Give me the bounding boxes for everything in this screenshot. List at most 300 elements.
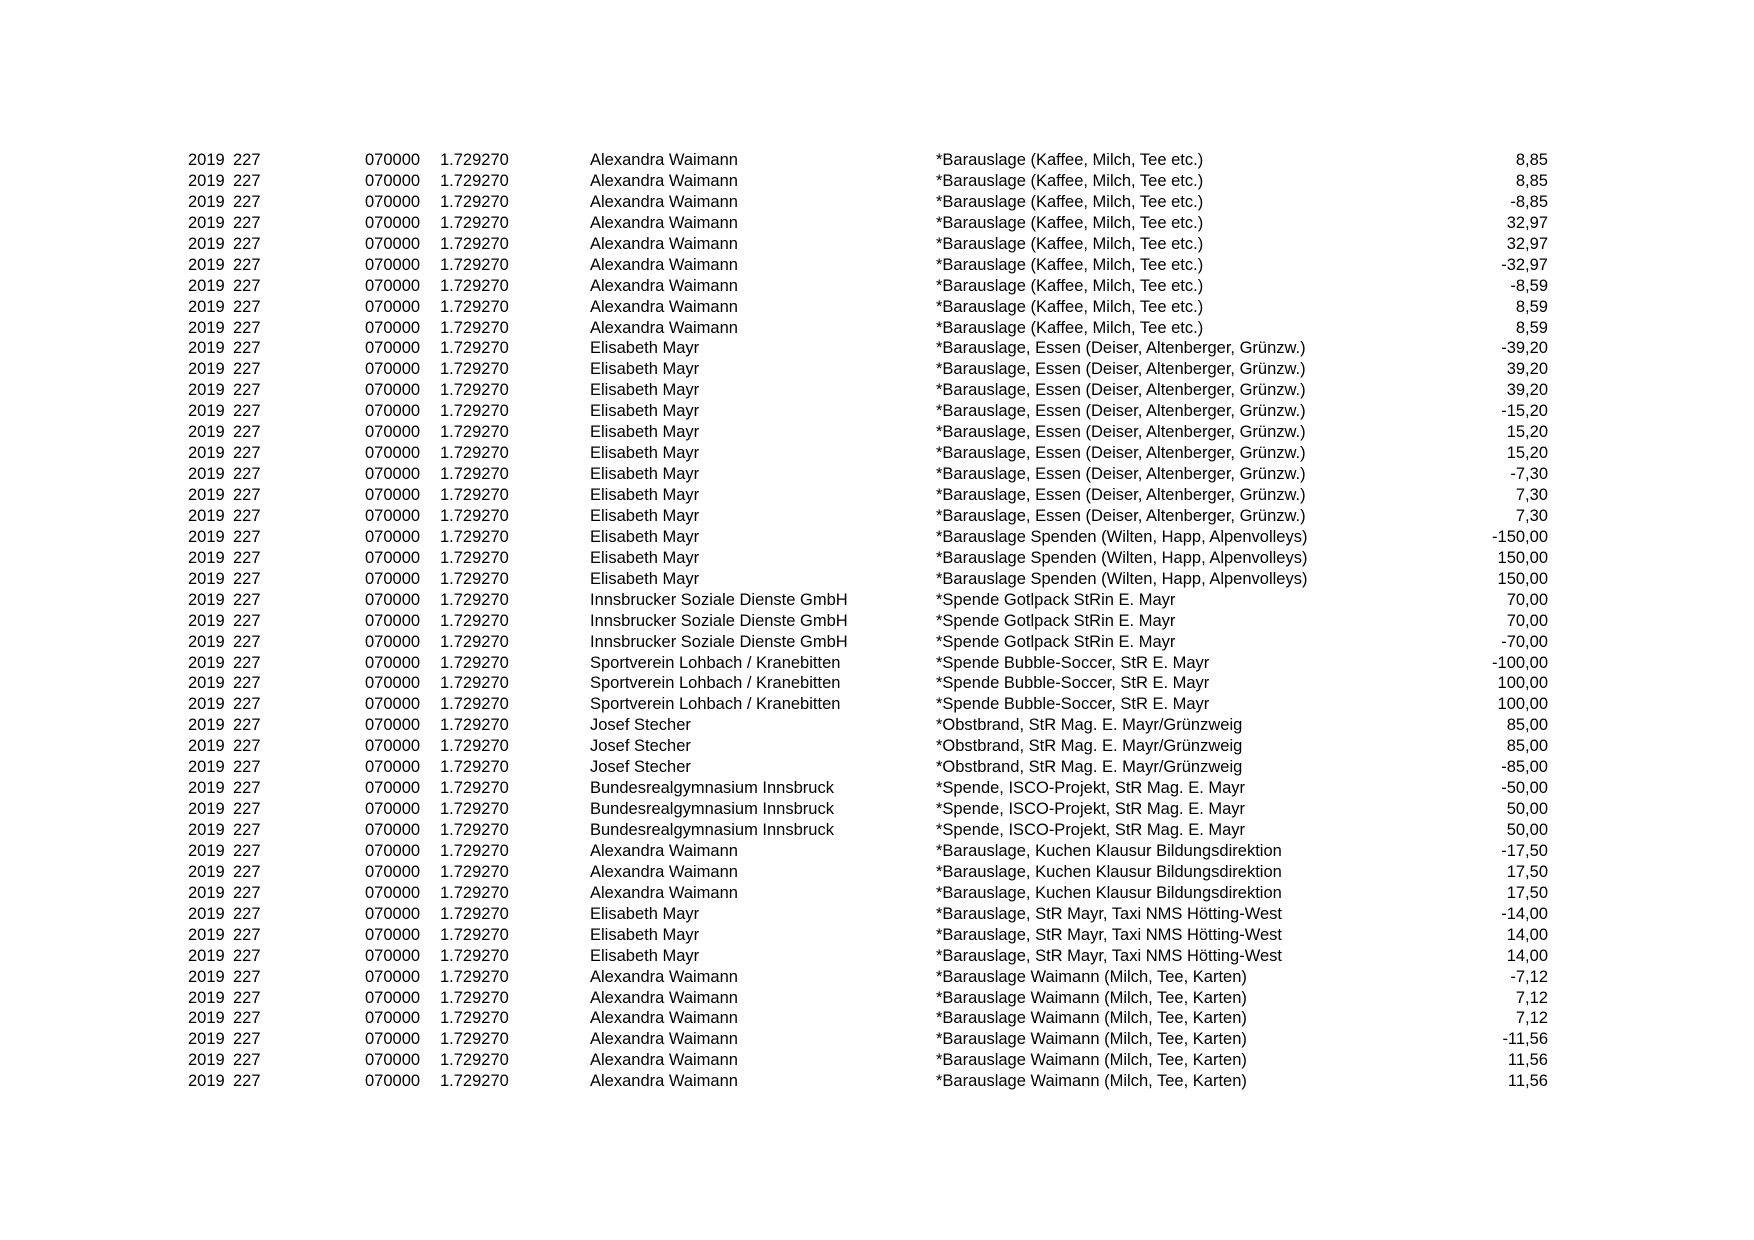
amount-cell: 100,00 — [1497, 674, 1548, 693]
amount-cell: -32,97 — [1501, 255, 1548, 274]
name-cell: Elisabeth Mayr — [590, 486, 700, 504]
description-cell: *Spende Gotlpack StRin E. Mayr — [936, 632, 1176, 651]
account-cell: 1.729270 — [440, 548, 509, 567]
account-cell: 1.729270 — [440, 506, 509, 525]
amount-cell: 39,20 — [1506, 360, 1548, 379]
code-cell: 070000 — [365, 737, 421, 756]
code-cell: 070000 — [365, 255, 421, 274]
code-cell: 070000 — [365, 192, 421, 211]
name-cell: Elisabeth Mayr — [590, 946, 700, 965]
table-row — [188, 192, 1548, 213]
account-cell: 1.729270 — [440, 737, 509, 756]
name-cell: Alexandra Waimann — [590, 1009, 738, 1028]
year-cell: 2019 — [188, 1051, 225, 1070]
year-cell: 2019 — [188, 151, 225, 169]
description-cell: *Barauslage, Essen (Deiser, Altenberger, Grünzw.) — [936, 423, 1306, 442]
number-cell: 227 — [233, 360, 261, 379]
number-cell: 227 — [233, 318, 261, 337]
account-cell: 1.729270 — [440, 1009, 509, 1028]
code-cell: 070000 — [365, 716, 421, 735]
amount-cell: -70,00 — [1501, 632, 1548, 651]
number-cell: 227 — [233, 611, 261, 630]
account-cell: 1.729270 — [440, 883, 509, 902]
table-row — [188, 925, 1548, 946]
name-cell: Bundesrealgymnasium Innsbruck — [590, 779, 834, 798]
code-cell: 070000 — [365, 862, 421, 881]
description-cell: *Barauslage (Kaffee, Milch, Tee etc.) — [936, 234, 1204, 253]
table-row — [188, 632, 1548, 653]
number-cell: 227 — [233, 276, 261, 295]
year-cell: 2019 — [188, 611, 225, 630]
description-cell: *Spende, ISCO-Projekt, StR Mag. E. Mayr — [936, 800, 1246, 819]
account-cell: 1.729270 — [440, 297, 509, 316]
account-cell: 1.729270 — [440, 255, 509, 274]
year-cell: 2019 — [188, 758, 225, 777]
year-cell: 2019 — [188, 862, 225, 881]
amount-cell: 14,00 — [1506, 946, 1548, 965]
name-cell: Alexandra Waimann — [590, 1030, 738, 1049]
amount-cell: -8,59 — [1510, 276, 1548, 295]
amount-cell: 15,20 — [1506, 423, 1548, 442]
amount-cell: -150,00 — [1492, 527, 1548, 546]
name-cell: Sportverein Lohbach / Kranebitten — [590, 653, 841, 672]
number-cell: 227 — [233, 904, 261, 923]
name-cell: Alexandra Waimann — [590, 171, 738, 190]
account-cell: 1.729270 — [440, 360, 509, 379]
description-cell: *Barauslage Waimann (Milch, Tee, Karten) — [936, 967, 1247, 986]
number-cell: 227 — [233, 841, 261, 860]
account-cell: 1.729270 — [440, 611, 509, 630]
description-cell: *Obstbrand, StR Mag. E. Mayr/Grünzweig — [936, 737, 1243, 756]
code-cell: 070000 — [365, 821, 421, 839]
year-cell: 2019 — [188, 695, 225, 714]
table-row — [188, 527, 1548, 548]
description-cell: *Barauslage Waimann (Milch, Tee, Karten) — [936, 1030, 1247, 1049]
description-cell: *Barauslage, Essen (Deiser, Altenberger, Grünzw.) — [936, 486, 1306, 504]
amount-cell: 14,00 — [1506, 925, 1548, 944]
code-cell: 070000 — [365, 779, 421, 798]
year-cell: 2019 — [188, 234, 225, 253]
description-cell: *Barauslage, Kuchen Klausur Bildungsdirektion — [936, 841, 1282, 860]
amount-cell: -15,20 — [1501, 402, 1548, 421]
code-cell: 070000 — [365, 1009, 421, 1028]
table-row — [188, 276, 1548, 297]
code-cell: 070000 — [365, 1072, 421, 1091]
code-cell: 070000 — [365, 339, 421, 358]
number-cell: 227 — [233, 465, 261, 484]
account-cell: 1.729270 — [440, 862, 509, 881]
account-cell: 1.729270 — [440, 841, 509, 860]
description-cell: *Barauslage Waimann (Milch, Tee, Karten) — [936, 1072, 1247, 1091]
table-row — [188, 464, 1548, 485]
number-cell: 227 — [233, 151, 261, 169]
year-cell: 2019 — [188, 821, 225, 839]
account-cell: 1.729270 — [440, 171, 509, 190]
amount-cell: 50,00 — [1506, 800, 1548, 819]
table-row — [188, 841, 1548, 862]
year-cell: 2019 — [188, 297, 225, 316]
year-cell: 2019 — [188, 569, 225, 588]
table-row — [188, 1029, 1548, 1050]
table-row — [188, 485, 1548, 506]
code-cell: 070000 — [365, 1051, 421, 1070]
year-cell: 2019 — [188, 925, 225, 944]
account-cell: 1.729270 — [440, 946, 509, 965]
amount-cell: 85,00 — [1506, 737, 1548, 756]
description-cell: *Barauslage (Kaffee, Milch, Tee etc.) — [936, 318, 1204, 337]
number-cell: 227 — [233, 423, 261, 442]
number-cell: 227 — [233, 590, 261, 609]
number-cell: 227 — [233, 737, 261, 756]
account-cell: 1.729270 — [440, 569, 509, 588]
account-cell: 1.729270 — [440, 653, 509, 672]
number-cell: 227 — [233, 171, 261, 190]
description-cell: *Barauslage Spenden (Wilten, Happ, Alpenvolleys) — [936, 569, 1308, 588]
account-cell: 1.729270 — [440, 381, 509, 400]
table-row — [188, 443, 1548, 464]
account-cell: 1.729270 — [440, 904, 509, 923]
description-cell: *Barauslage Waimann (Milch, Tee, Karten) — [936, 1051, 1247, 1070]
number-cell: 227 — [233, 1030, 261, 1049]
description-cell: *Barauslage, Essen (Deiser, Altenberger, Grünzw.) — [936, 339, 1306, 358]
name-cell: Alexandra Waimann — [590, 318, 738, 337]
number-cell: 227 — [233, 192, 261, 211]
account-cell: 1.729270 — [440, 590, 509, 609]
code-cell: 070000 — [365, 151, 421, 169]
amount-cell: 32,97 — [1506, 213, 1548, 232]
year-cell: 2019 — [188, 883, 225, 902]
code-cell: 070000 — [365, 234, 421, 253]
account-cell: 1.729270 — [440, 967, 509, 986]
code-cell: 070000 — [365, 486, 421, 504]
name-cell: Elisabeth Mayr — [590, 548, 700, 567]
code-cell: 070000 — [365, 569, 421, 588]
code-cell: 070000 — [365, 904, 421, 923]
account-cell: 1.729270 — [440, 821, 509, 839]
table-row — [188, 820, 1548, 841]
description-cell: *Barauslage, Essen (Deiser, Altenberger, Grünzw.) — [936, 465, 1306, 484]
year-cell: 2019 — [188, 318, 225, 337]
description-cell: *Obstbrand, StR Mag. E. Mayr/Grünzweig — [936, 716, 1243, 735]
name-cell: Alexandra Waimann — [590, 1072, 738, 1091]
number-cell: 227 — [233, 506, 261, 525]
number-cell: 227 — [233, 548, 261, 567]
number-cell: 227 — [233, 444, 261, 463]
amount-cell: 7,30 — [1515, 486, 1548, 504]
name-cell: Alexandra Waimann — [590, 192, 738, 211]
number-cell: 227 — [233, 967, 261, 986]
number-cell: 227 — [233, 234, 261, 253]
number-cell: 227 — [233, 381, 261, 400]
account-cell: 1.729270 — [440, 276, 509, 295]
table-row — [188, 506, 1548, 527]
code-cell: 070000 — [365, 548, 421, 567]
year-cell: 2019 — [188, 674, 225, 693]
name-cell: Alexandra Waimann — [590, 234, 738, 253]
name-cell: Alexandra Waimann — [590, 255, 738, 274]
name-cell: Josef Stecher — [590, 737, 691, 756]
name-cell: Innsbrucker Soziale Dienste GmbH — [590, 611, 848, 630]
description-cell: *Barauslage, Kuchen Klausur Bildungsdirektion — [936, 883, 1282, 902]
account-cell: 1.729270 — [440, 632, 509, 651]
name-cell: Bundesrealgymnasium Innsbruck — [590, 800, 834, 819]
name-cell: Alexandra Waimann — [590, 988, 738, 1007]
name-cell: Josef Stecher — [590, 758, 691, 777]
number-cell: 227 — [233, 213, 261, 232]
amount-cell: 39,20 — [1506, 381, 1548, 400]
account-cell: 1.729270 — [440, 339, 509, 358]
amount-cell: 50,00 — [1506, 821, 1548, 839]
number-cell: 227 — [233, 883, 261, 902]
code-cell: 070000 — [365, 381, 421, 400]
description-cell: *Barauslage Waimann (Milch, Tee, Karten) — [936, 1009, 1247, 1028]
year-cell: 2019 — [188, 527, 225, 546]
name-cell: Elisabeth Mayr — [590, 381, 700, 400]
year-cell: 2019 — [188, 904, 225, 923]
amount-cell: 15,20 — [1506, 444, 1548, 463]
account-cell: 1.729270 — [440, 423, 509, 442]
number-cell: 227 — [233, 779, 261, 798]
number-cell: 227 — [233, 674, 261, 693]
table-row — [188, 338, 1548, 359]
description-cell: *Barauslage, Essen (Deiser, Altenberger, Grünzw.) — [936, 506, 1306, 525]
year-cell: 2019 — [188, 360, 225, 379]
number-cell: 227 — [233, 946, 261, 965]
code-cell: 070000 — [365, 360, 421, 379]
table-row — [188, 318, 1548, 339]
number-cell: 227 — [233, 800, 261, 819]
name-cell: Elisabeth Mayr — [590, 339, 700, 358]
name-cell: Alexandra Waimann — [590, 841, 738, 860]
account-cell: 1.729270 — [440, 402, 509, 421]
account-cell: 1.729270 — [440, 151, 509, 169]
code-cell: 070000 — [365, 527, 421, 546]
description-cell: *Barauslage (Kaffee, Milch, Tee etc.) — [936, 297, 1204, 316]
code-cell: 070000 — [365, 758, 421, 777]
account-cell: 1.729270 — [440, 758, 509, 777]
amount-cell: 70,00 — [1506, 590, 1548, 609]
number-cell: 227 — [233, 402, 261, 421]
name-cell: Sportverein Lohbach / Kranebitten — [590, 674, 841, 693]
code-cell: 070000 — [365, 653, 421, 672]
number-cell: 227 — [233, 1051, 261, 1070]
description-cell: *Barauslage, StR Mayr, Taxi NMS Hötting-West — [936, 904, 1283, 923]
amount-cell: 7,12 — [1515, 1009, 1548, 1028]
name-cell: Bundesrealgymnasium Innsbruck — [590, 821, 834, 839]
table-row — [188, 171, 1548, 192]
description-cell: *Barauslage, Essen (Deiser, Altenberger, Grünzw.) — [936, 402, 1306, 421]
account-cell: 1.729270 — [440, 465, 509, 484]
number-cell: 227 — [233, 297, 261, 316]
code-cell: 070000 — [365, 925, 421, 944]
code-cell: 070000 — [365, 465, 421, 484]
name-cell: Sportverein Lohbach / Kranebitten — [590, 695, 841, 714]
amount-cell: 85,00 — [1506, 716, 1548, 735]
year-cell: 2019 — [188, 946, 225, 965]
name-cell: Innsbrucker Soziale Dienste GmbH — [590, 590, 848, 609]
table-row — [188, 778, 1548, 799]
account-cell: 1.729270 — [440, 800, 509, 819]
amount-cell: -39,20 — [1501, 339, 1548, 358]
year-cell: 2019 — [188, 423, 225, 442]
account-cell: 1.729270 — [440, 925, 509, 944]
table-row — [188, 150, 1548, 171]
year-cell: 2019 — [188, 716, 225, 735]
account-cell: 1.729270 — [440, 192, 509, 211]
description-cell: *Barauslage Spenden (Wilten, Happ, Alpenvolleys) — [936, 527, 1308, 546]
table-row — [188, 862, 1548, 883]
year-cell: 2019 — [188, 506, 225, 525]
table-row — [188, 988, 1548, 1009]
code-cell: 070000 — [365, 632, 421, 651]
table-row — [188, 401, 1548, 422]
account-cell: 1.729270 — [440, 444, 509, 463]
year-cell: 2019 — [188, 171, 225, 190]
account-cell: 1.729270 — [440, 234, 509, 253]
amount-cell: 17,50 — [1506, 883, 1548, 902]
code-cell: 070000 — [365, 318, 421, 337]
table-row — [188, 1008, 1548, 1029]
code-cell: 070000 — [365, 402, 421, 421]
description-cell: *Barauslage Waimann (Milch, Tee, Karten) — [936, 988, 1247, 1007]
table-row — [188, 611, 1548, 632]
amount-cell: 150,00 — [1497, 569, 1548, 588]
year-cell: 2019 — [188, 737, 225, 756]
description-cell: *Barauslage (Kaffee, Milch, Tee etc.) — [936, 171, 1204, 190]
amount-cell: -17,50 — [1501, 841, 1548, 860]
amount-cell: 17,50 — [1506, 862, 1548, 881]
year-cell: 2019 — [188, 1030, 225, 1049]
code-cell: 070000 — [365, 883, 421, 902]
code-cell: 070000 — [365, 213, 421, 232]
year-cell: 2019 — [188, 841, 225, 860]
amount-cell: -14,00 — [1501, 904, 1548, 923]
name-cell: Alexandra Waimann — [590, 297, 738, 316]
name-cell: Alexandra Waimann — [590, 151, 738, 169]
name-cell: Alexandra Waimann — [590, 883, 738, 902]
description-cell: *Barauslage, Essen (Deiser, Altenberger, Grünzw.) — [936, 360, 1306, 379]
number-cell: 227 — [233, 758, 261, 777]
description-cell: *Spende, ISCO-Projekt, StR Mag. E. Mayr — [936, 821, 1246, 839]
name-cell: Elisabeth Mayr — [590, 423, 700, 442]
account-cell: 1.729270 — [440, 695, 509, 714]
amount-cell: 100,00 — [1497, 695, 1548, 714]
code-cell: 070000 — [365, 695, 421, 714]
year-cell: 2019 — [188, 486, 225, 504]
number-cell: 227 — [233, 653, 261, 672]
name-cell: Alexandra Waimann — [590, 213, 738, 232]
number-cell: 227 — [233, 527, 261, 546]
table-row — [188, 883, 1548, 904]
account-cell: 1.729270 — [440, 318, 509, 337]
description-cell: *Barauslage Spenden (Wilten, Happ, Alpenvolleys) — [936, 548, 1308, 567]
description-cell: *Spende Bubble-Soccer, StR E. Mayr — [936, 674, 1210, 693]
description-cell: *Barauslage (Kaffee, Milch, Tee etc.) — [936, 151, 1204, 169]
number-cell: 227 — [233, 821, 261, 839]
year-cell: 2019 — [188, 988, 225, 1007]
description-cell: *Barauslage, Kuchen Klausur Bildungsdirektion — [936, 862, 1282, 881]
code-cell: 070000 — [365, 800, 421, 819]
code-cell: 070000 — [365, 946, 421, 965]
number-cell: 227 — [233, 569, 261, 588]
code-cell: 070000 — [365, 444, 421, 463]
code-cell: 070000 — [365, 276, 421, 295]
description-cell: *Barauslage (Kaffee, Milch, Tee etc.) — [936, 276, 1204, 295]
amount-cell: 8,85 — [1515, 171, 1548, 190]
amount-cell: -11,56 — [1502, 1030, 1548, 1049]
description-cell: *Spende, ISCO-Projekt, StR Mag. E. Mayr — [936, 779, 1246, 798]
account-cell: 1.729270 — [440, 213, 509, 232]
amount-cell: 8,59 — [1515, 297, 1548, 316]
name-cell: Alexandra Waimann — [590, 862, 738, 881]
code-cell: 070000 — [365, 171, 421, 190]
amount-cell: 8,85 — [1515, 151, 1548, 169]
table-row — [188, 799, 1548, 820]
year-cell: 2019 — [188, 779, 225, 798]
year-cell: 2019 — [188, 465, 225, 484]
name-cell: Elisabeth Mayr — [590, 506, 700, 525]
description-cell: *Barauslage (Kaffee, Milch, Tee etc.) — [936, 255, 1204, 274]
name-cell: Elisabeth Mayr — [590, 402, 700, 421]
year-cell: 2019 — [188, 800, 225, 819]
account-cell: 1.729270 — [440, 716, 509, 735]
name-cell: Alexandra Waimann — [590, 1051, 738, 1070]
code-cell: 070000 — [365, 590, 421, 609]
table-row — [188, 213, 1548, 234]
code-cell: 070000 — [365, 297, 421, 316]
amount-cell: -7,30 — [1510, 465, 1548, 484]
year-cell: 2019 — [188, 548, 225, 567]
table-row — [188, 380, 1548, 401]
name-cell: Elisabeth Mayr — [590, 569, 700, 588]
account-cell: 1.729270 — [440, 1051, 509, 1070]
year-cell: 2019 — [188, 653, 225, 672]
account-cell: 1.729270 — [440, 1030, 509, 1049]
amount-cell: 150,00 — [1497, 548, 1548, 567]
number-cell: 227 — [233, 1009, 261, 1028]
description-cell: *Spende Gotlpack StRin E. Mayr — [936, 590, 1176, 609]
account-cell: 1.729270 — [440, 779, 509, 798]
table-row — [188, 548, 1548, 569]
code-cell: 070000 — [365, 423, 421, 442]
account-cell: 1.729270 — [440, 486, 509, 504]
amount-cell: 70,00 — [1506, 611, 1548, 630]
amount-cell: 7,30 — [1515, 506, 1548, 525]
year-cell: 2019 — [188, 590, 225, 609]
name-cell: Elisabeth Mayr — [590, 904, 700, 923]
number-cell: 227 — [233, 695, 261, 714]
table-row — [188, 422, 1548, 443]
year-cell: 2019 — [188, 967, 225, 986]
year-cell: 2019 — [188, 1009, 225, 1028]
code-cell: 070000 — [365, 841, 421, 860]
code-cell: 070000 — [365, 674, 421, 693]
number-cell: 227 — [233, 1072, 261, 1091]
name-cell: Innsbrucker Soziale Dienste GmbH — [590, 632, 848, 651]
number-cell: 227 — [233, 632, 261, 651]
table-row — [188, 653, 1548, 674]
table-row — [188, 359, 1548, 380]
account-cell: 1.729270 — [440, 988, 509, 1007]
name-cell: Elisabeth Mayr — [590, 925, 700, 944]
name-cell: Alexandra Waimann — [590, 276, 738, 295]
amount-cell: -50,00 — [1501, 779, 1548, 798]
name-cell: Josef Stecher — [590, 716, 691, 735]
code-cell: 070000 — [365, 611, 421, 630]
account-cell: 1.729270 — [440, 1072, 509, 1091]
year-cell: 2019 — [188, 192, 225, 211]
description-cell: *Barauslage, Essen (Deiser, Altenberger, Grünzw.) — [936, 444, 1306, 463]
